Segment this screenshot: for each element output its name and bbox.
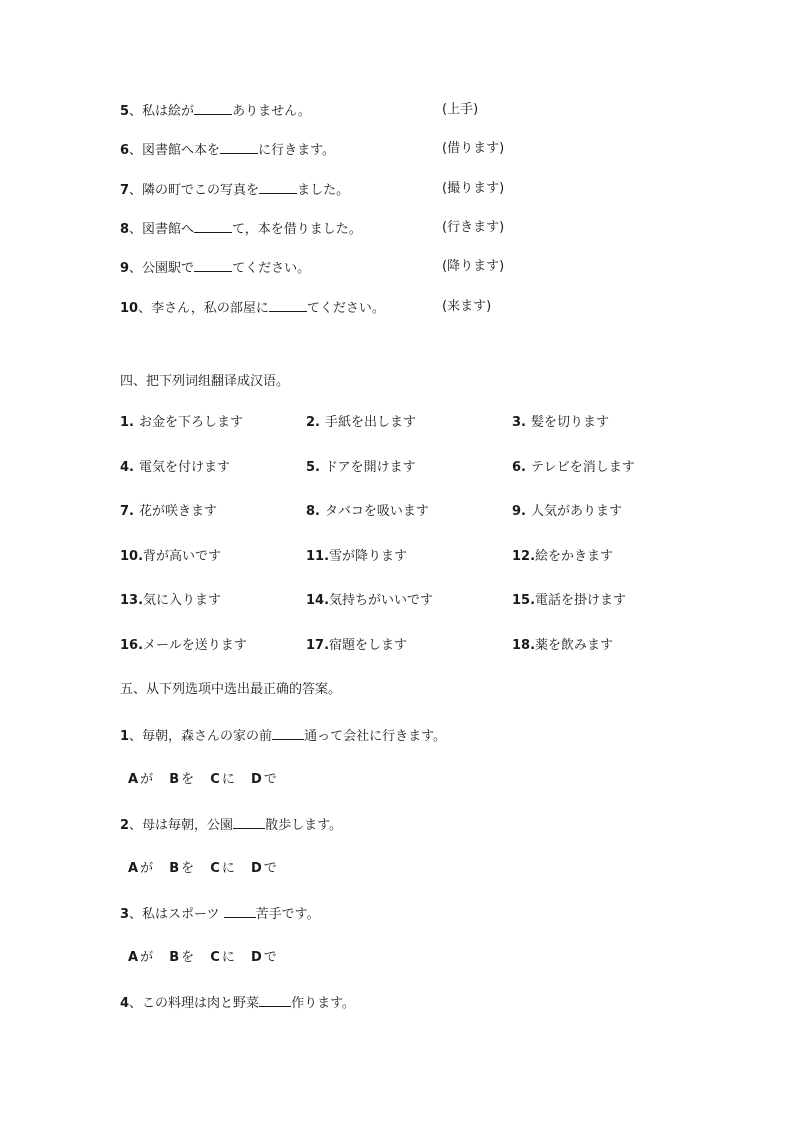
- vocab-item-3: [512, 414, 609, 432]
- mc-question-1: [120, 726, 446, 746]
- vocab-item-1: [120, 414, 243, 432]
- item-text-after: てください。: [306, 301, 385, 316]
- vocab-number: 3.: [512, 415, 526, 430]
- vocab-number: 9.: [512, 504, 526, 519]
- mc-options-3: [128, 949, 289, 967]
- vocab-item-10: [120, 548, 221, 566]
- question-text-after: 苦手です。: [255, 907, 320, 922]
- vocab-item-18: [512, 637, 613, 655]
- option-letter: A: [128, 861, 139, 876]
- item-number: 6: [120, 143, 130, 158]
- vocab-text: お金を下ろします: [138, 415, 243, 430]
- vocab-number: 10.: [120, 549, 144, 564]
- vocab-number: 15.: [512, 593, 536, 608]
- fill-item-9: [120, 258, 310, 278]
- question-text-after: 通って会社に行きます。: [304, 729, 447, 744]
- vocab-item-7: [120, 503, 217, 521]
- option-letter: B: [169, 950, 180, 965]
- option-letter: B: [169, 772, 180, 787]
- answer-blank: [272, 726, 304, 740]
- answer-blank: [194, 258, 232, 272]
- vocab-number: 17.: [306, 638, 330, 653]
- fill-hint-8: (行きます): [442, 220, 505, 235]
- vocab-item-13: [120, 592, 221, 610]
- vocab-number: 1.: [120, 415, 134, 430]
- answer-blank: [233, 815, 265, 829]
- option-kana: で: [263, 861, 277, 876]
- option-letter: C: [210, 950, 220, 965]
- option-letter: C: [210, 861, 220, 876]
- vocab-item-17: [306, 637, 407, 655]
- vocab-number: 14.: [306, 593, 330, 608]
- answer-blank: [224, 904, 256, 918]
- option-b[interactable]: [169, 949, 194, 967]
- option-letter: D: [251, 861, 262, 876]
- option-a[interactable]: [128, 771, 153, 789]
- item-number: 7: [120, 183, 130, 198]
- fill-hint-9: (降ります): [442, 259, 505, 274]
- option-kana: を: [181, 861, 195, 876]
- fill-hint-5: (上手): [442, 102, 479, 117]
- option-kana: で: [263, 772, 277, 787]
- question-text-before: 、毎朝，森さんの家の前: [129, 729, 273, 744]
- vocab-item-15: [512, 592, 626, 610]
- vocab-text: 人気があります: [530, 504, 622, 519]
- option-kana: が: [140, 950, 154, 965]
- question-number: 4: [120, 996, 130, 1011]
- option-letter: A: [128, 772, 139, 787]
- fill-item-7: [120, 180, 349, 200]
- answer-blank: [259, 180, 297, 194]
- section-5-title: 五、从下列选项中选出最正确的答案。: [120, 682, 342, 697]
- vocab-text: 電気を付けます: [138, 460, 230, 475]
- option-kana: に: [221, 861, 235, 876]
- item-number: 8: [120, 222, 130, 237]
- vocab-item-5: [306, 459, 416, 477]
- vocab-text: テレビを消します: [530, 460, 635, 475]
- vocab-item-16: [120, 637, 247, 655]
- option-c[interactable]: [210, 860, 235, 878]
- option-kana: に: [221, 772, 235, 787]
- option-kana: が: [140, 861, 154, 876]
- mc-question-2: [120, 815, 342, 835]
- vocab-text: ドアを開けます: [324, 460, 416, 475]
- fill-item-10: [120, 298, 385, 318]
- option-kana: が: [140, 772, 154, 787]
- question-text-after: 作ります。: [291, 996, 356, 1011]
- vocab-text: 背が高いです: [143, 549, 222, 564]
- vocab-text: メールを送ります: [143, 638, 247, 653]
- option-kana: で: [263, 950, 277, 965]
- item-number: 10: [120, 301, 139, 316]
- option-c[interactable]: [210, 949, 235, 967]
- option-a[interactable]: [128, 949, 153, 967]
- option-kana: を: [181, 772, 195, 787]
- question-number: 2: [120, 818, 130, 833]
- vocab-text: 薬を飲みます: [535, 638, 614, 653]
- option-kana: に: [221, 950, 235, 965]
- vocab-item-9: [512, 503, 622, 521]
- vocab-number: 18.: [512, 638, 536, 653]
- item-text-after: て，本を借りました。: [232, 222, 362, 237]
- option-letter: B: [169, 861, 180, 876]
- fill-item-5: [120, 101, 311, 121]
- vocab-item-6: [512, 459, 635, 477]
- option-letter: C: [210, 772, 220, 787]
- vocab-text: 雪が降ります: [329, 549, 408, 564]
- vocab-number: 6.: [512, 460, 526, 475]
- item-text-before: 、図書館へ本を: [129, 143, 221, 158]
- answer-blank: [269, 298, 307, 312]
- vocab-number: 8.: [306, 504, 320, 519]
- item-text-before: 、図書館へ: [129, 222, 195, 237]
- question-text-after: 散歩します。: [265, 818, 343, 833]
- fill-hint-6: (借ります): [442, 141, 505, 156]
- fill-item-8: [120, 219, 362, 239]
- option-letter: D: [251, 950, 262, 965]
- answer-blank: [194, 101, 232, 115]
- item-text-before: 、隣の町でこの写真を: [129, 183, 260, 198]
- fill-hint-7: (撮ります): [442, 181, 505, 196]
- vocab-number: 4.: [120, 460, 134, 475]
- vocab-text: タバコを吸います: [324, 504, 429, 519]
- vocab-item-2: [306, 414, 416, 432]
- vocab-number: 12.: [512, 549, 536, 564]
- option-a[interactable]: [128, 860, 153, 878]
- mc-options-1: [128, 771, 289, 789]
- vocab-item-11: [306, 548, 407, 566]
- item-number: 5: [120, 104, 130, 119]
- mc-options-2: [128, 860, 289, 878]
- vocab-text: 絵をかきます: [535, 549, 614, 564]
- vocab-item-4: [120, 459, 230, 477]
- vocab-number: 2.: [306, 415, 320, 430]
- item-text-after: ありません。: [232, 104, 311, 119]
- vocab-number: 7.: [120, 504, 134, 519]
- item-text-before: 、私は絵が: [129, 104, 195, 119]
- question-number: 3: [120, 907, 130, 922]
- question-text-before: 、母は毎朝，公園: [129, 818, 234, 833]
- item-text-after: に行きます。: [258, 143, 336, 158]
- vocab-text: 花が咲きます: [138, 504, 217, 519]
- answer-blank: [259, 993, 291, 1007]
- vocab-text: 髪を切ります: [530, 415, 609, 430]
- item-text-after: ました。: [297, 183, 350, 198]
- question-number: 1: [120, 729, 130, 744]
- item-text-after: てください。: [232, 261, 311, 276]
- option-b[interactable]: [169, 771, 194, 789]
- fill-hint-10: (来ます): [442, 299, 492, 314]
- item-text-before: 、公園駅で: [129, 261, 195, 276]
- vocab-item-8: [306, 503, 429, 521]
- section-4-title: 四、把下列词组翻译成汉语。: [120, 374, 290, 389]
- option-b[interactable]: [169, 860, 194, 878]
- vocab-item-14: [306, 592, 433, 610]
- option-c[interactable]: [210, 771, 235, 789]
- answer-blank: [194, 219, 232, 233]
- vocab-number: 5.: [306, 460, 320, 475]
- fill-item-6: [120, 140, 335, 160]
- option-letter: D: [251, 772, 262, 787]
- item-text-before: 、李さん，私の部屋に: [138, 301, 269, 316]
- question-text-before: 、私はスポーツ: [129, 907, 224, 922]
- mc-question-4: [120, 993, 355, 1013]
- vocab-text: 電話を掛けます: [535, 593, 627, 608]
- option-d[interactable]: [251, 771, 277, 789]
- mc-question-3: [120, 904, 320, 924]
- option-kana: を: [181, 950, 195, 965]
- vocab-number: 16.: [120, 638, 144, 653]
- option-d[interactable]: [251, 860, 277, 878]
- question-text-before: 、この料理は肉と野菜: [129, 996, 260, 1011]
- vocab-text: 気に入ります: [143, 593, 222, 608]
- answer-blank: [220, 140, 258, 154]
- item-number: 9: [120, 261, 130, 276]
- vocab-text: 気持ちがいいです: [329, 593, 434, 608]
- option-d[interactable]: [251, 949, 277, 967]
- vocab-number: 13.: [120, 593, 144, 608]
- vocab-item-12: [512, 548, 613, 566]
- vocab-text: 手紙を出します: [324, 415, 416, 430]
- vocab-number: 11.: [306, 549, 330, 564]
- option-letter: A: [128, 950, 139, 965]
- vocab-text: 宿題をします: [329, 638, 408, 653]
